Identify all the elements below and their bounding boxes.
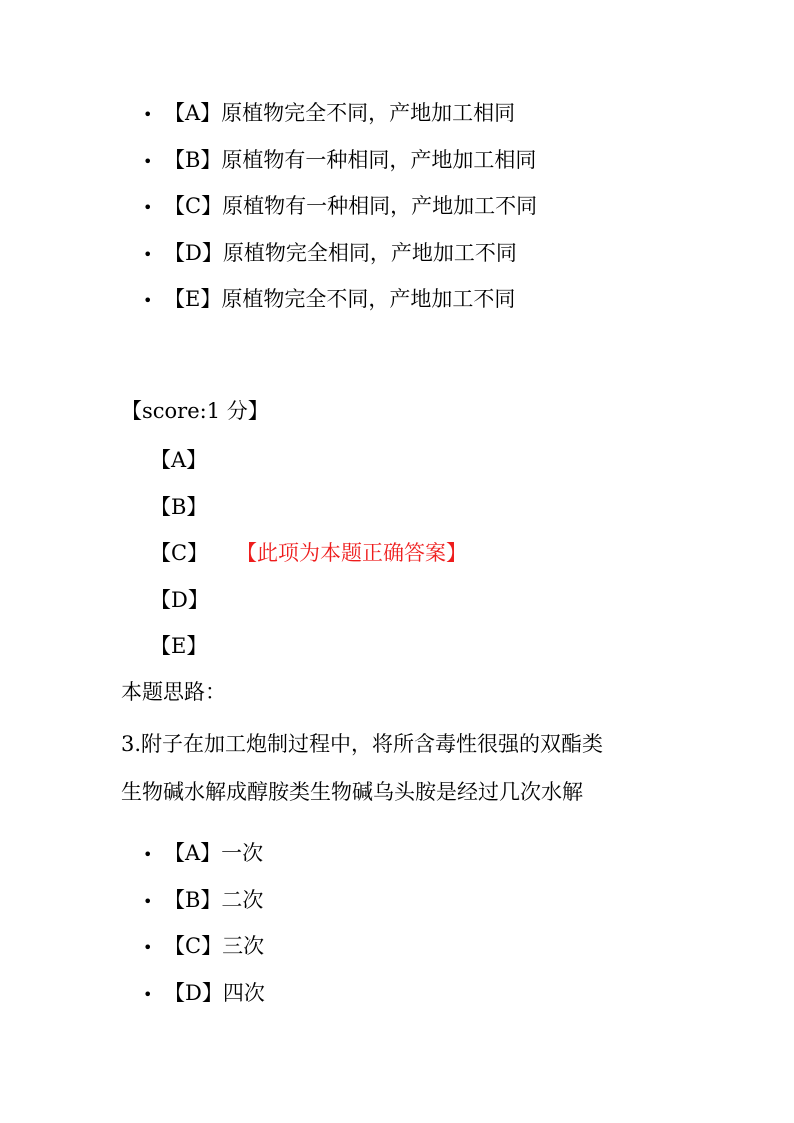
answer-letter: 【A】 <box>150 448 208 472</box>
option-text: 【C】三次 <box>164 934 265 958</box>
bullet-icon: • <box>143 198 153 217</box>
option-text: 【D】原植物完全相同，产地加工不同 <box>164 240 517 265</box>
option-text: 【A】一次 <box>164 841 264 865</box>
bullet-icon: • <box>143 291 153 310</box>
option-text: 【A】原植物完全不同，产地加工相同 <box>164 101 516 125</box>
bullet-icon: • <box>143 984 153 1004</box>
question-line-2: 生物碱水解成醇胺类生物碱乌头胺是经过几次水解 <box>121 780 583 804</box>
bullet-icon: • <box>143 845 153 864</box>
score-label: 【score:1 分】 <box>121 399 269 423</box>
option-text: 【C】原植物有一种相同，产地加工不同 <box>164 194 538 218</box>
answer-letter: 【E】 <box>150 634 208 658</box>
option-text: 【D】四次 <box>164 980 265 1005</box>
solution-thinking-label: 本题思路： <box>121 680 226 704</box>
bullet-icon: • <box>143 244 153 264</box>
answer-e <box>150 626 467 673</box>
answer-key-list <box>150 440 467 673</box>
answer-letter: 【D】 <box>150 587 209 612</box>
answer-letter: 【B】 <box>150 494 208 519</box>
option-text: 【E】原植物完全不同，产地加工不同 <box>164 287 516 311</box>
bullet-icon: • <box>143 151 153 171</box>
question-3-stem <box>121 720 721 816</box>
correct-answer-marker: 【此项为本题正确答案】 <box>236 541 467 565</box>
bullet-icon: • <box>143 938 153 957</box>
option-text: 【B】原植物有一种相同，产地加工相同 <box>164 147 537 172</box>
question-line-1: 3.附子在加工炮制过程中，将所含毒性很强的双酯类 <box>121 732 604 756</box>
option-text: 【B】二次 <box>164 887 264 912</box>
bullet-icon: • <box>143 891 153 911</box>
answer-letter: 【C】 <box>150 541 209 565</box>
answer-a <box>150 440 467 487</box>
answer-d <box>150 580 467 627</box>
answer-c <box>150 533 467 580</box>
answer-b <box>150 487 467 534</box>
bullet-icon: • <box>143 105 153 124</box>
